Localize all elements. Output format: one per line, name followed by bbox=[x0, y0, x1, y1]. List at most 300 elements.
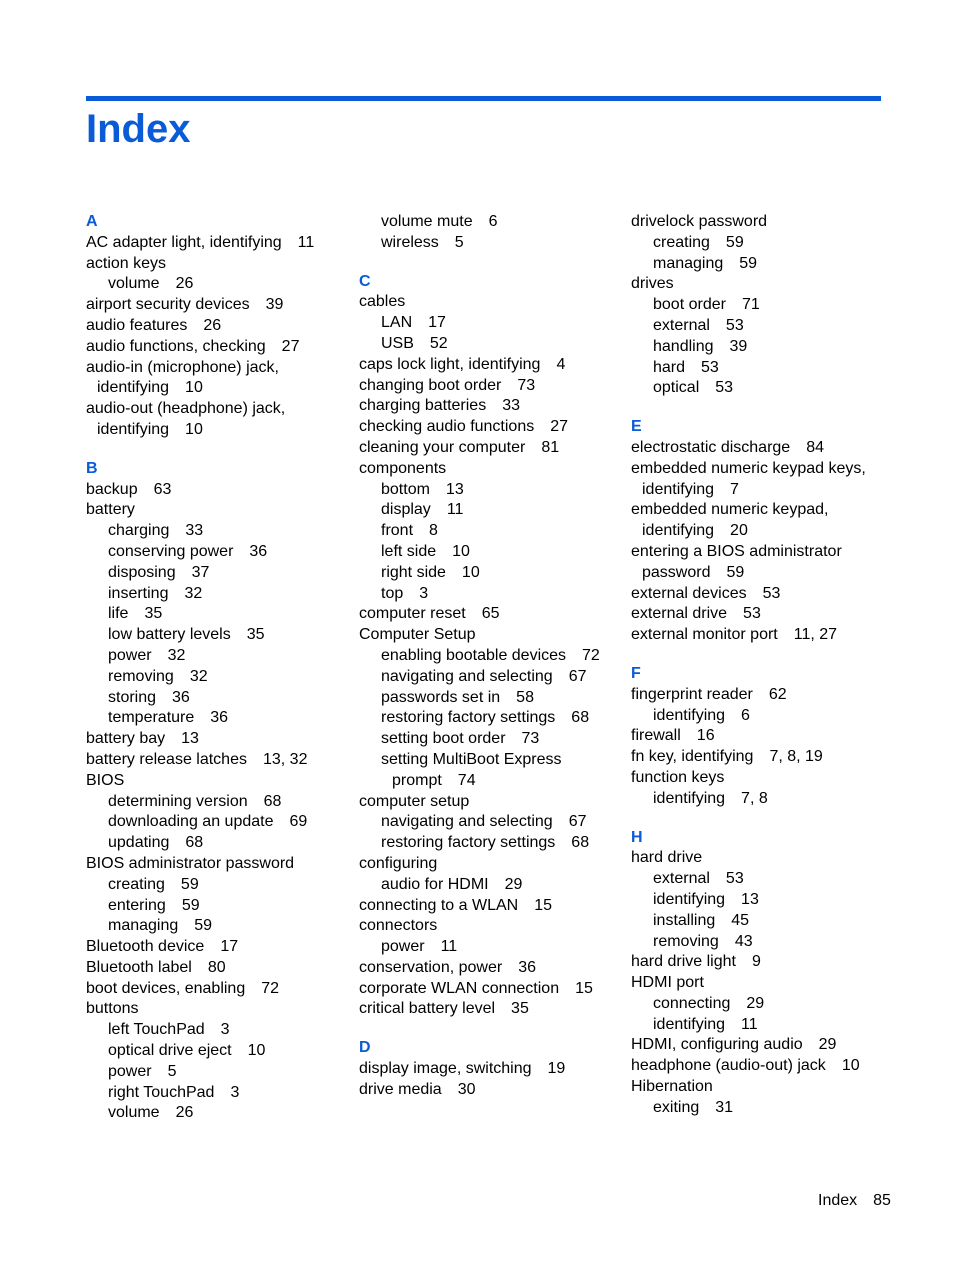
index-subentry bbox=[86, 563, 348, 584]
index-entry bbox=[86, 337, 348, 358]
index-term: firewall bbox=[631, 727, 681, 745]
index-term: identifying bbox=[653, 1015, 726, 1033]
index-subentry bbox=[631, 994, 893, 1015]
index-term: Bluetooth device bbox=[86, 938, 205, 956]
index-subentry bbox=[631, 890, 893, 911]
index-term: optical drive eject bbox=[108, 1042, 232, 1060]
index-entry bbox=[86, 480, 348, 501]
index-term: connectors bbox=[359, 917, 438, 935]
index-term: enabling bootable devices bbox=[381, 646, 567, 664]
index-entry bbox=[86, 316, 348, 337]
index-entry bbox=[86, 958, 348, 979]
page-reference[interactable]: 35 bbox=[511, 1000, 529, 1018]
index-term: audio-out (headphone) jack, bbox=[86, 400, 286, 418]
index-term: LAN bbox=[381, 314, 413, 332]
index-entry bbox=[86, 358, 348, 379]
page-reference[interactable]: 3 bbox=[419, 584, 429, 602]
index-term: caps lock light, identifying bbox=[359, 355, 541, 373]
index-term: temperature bbox=[108, 709, 195, 727]
index-subentry bbox=[631, 1015, 893, 1036]
index-entry bbox=[631, 563, 893, 584]
page-reference[interactable]: 45 bbox=[731, 911, 750, 929]
page-reference[interactable]: 10 bbox=[185, 379, 203, 397]
page-reference[interactable]: 32 bbox=[189, 667, 208, 685]
index-entry bbox=[631, 973, 893, 994]
page-reference[interactable]: 16 bbox=[696, 727, 715, 745]
page-reference[interactable]: 5 bbox=[167, 1062, 177, 1080]
page-reference[interactable]: 74 bbox=[457, 771, 476, 789]
index-entry bbox=[359, 417, 621, 438]
index-term: external drive bbox=[631, 605, 728, 623]
index-subentry bbox=[359, 667, 621, 688]
index-entry bbox=[359, 1080, 621, 1101]
index-term: exiting bbox=[653, 1098, 700, 1116]
page-reference[interactable]: 36 bbox=[210, 709, 229, 727]
index-entry bbox=[359, 1059, 621, 1080]
index-entry bbox=[359, 854, 621, 875]
index-term: top bbox=[381, 584, 404, 602]
index-term: Hibernation bbox=[631, 1078, 713, 1096]
index-entry bbox=[86, 937, 348, 958]
index-term: navigating and selecting bbox=[381, 813, 553, 831]
page-reference[interactable]: 26 bbox=[203, 316, 222, 334]
page-reference[interactable]: 37 bbox=[191, 563, 210, 581]
page-reference[interactable]: 10 bbox=[452, 542, 470, 560]
index-entry bbox=[631, 685, 893, 706]
page-reference[interactable]: 4 bbox=[556, 355, 566, 373]
index-term: volume bbox=[108, 1104, 160, 1122]
page-reference[interactable]: 11 bbox=[297, 233, 315, 251]
page-reference[interactable]: 13 bbox=[741, 890, 759, 908]
index-subentry bbox=[359, 542, 621, 563]
index-term: BIOS administrator password bbox=[86, 854, 295, 872]
index-entry bbox=[359, 459, 621, 480]
page-reference[interactable]: 69 bbox=[289, 813, 308, 831]
index-entry bbox=[631, 459, 893, 480]
page-reference[interactable]: 15 bbox=[575, 979, 593, 997]
page-reference[interactable]: 29 bbox=[818, 1036, 837, 1054]
index-entry bbox=[631, 480, 893, 501]
index-term: action keys bbox=[86, 254, 167, 272]
index-subentry bbox=[631, 295, 893, 316]
index-subentry bbox=[86, 708, 348, 729]
index-subentry bbox=[359, 480, 621, 501]
index-term: backup bbox=[86, 480, 138, 498]
title-rule bbox=[86, 96, 881, 101]
index-term: downloading an update bbox=[108, 813, 274, 831]
index-subentry bbox=[359, 708, 621, 729]
page-reference[interactable]: 6 bbox=[741, 706, 750, 724]
index-subentry bbox=[86, 833, 348, 854]
index-term: charging bbox=[108, 522, 170, 540]
index-term: front bbox=[381, 522, 414, 540]
index-subentry bbox=[631, 316, 893, 337]
index-term: identifying bbox=[653, 706, 726, 724]
index-entry bbox=[631, 726, 893, 747]
index-entry bbox=[86, 500, 348, 521]
page-reference[interactable]: 11, 27 bbox=[793, 626, 838, 644]
index-entry bbox=[631, 747, 893, 768]
index-subentry bbox=[359, 729, 621, 750]
page-reference[interactable]: 67 bbox=[568, 667, 587, 685]
index-term: embedded numeric keypad, bbox=[631, 501, 829, 519]
page-reference[interactable]: 33 bbox=[502, 397, 520, 415]
index-term: volume bbox=[108, 275, 160, 293]
page-reference[interactable]: 10 bbox=[841, 1057, 860, 1075]
index-subentry bbox=[359, 500, 621, 521]
index-term: restoring factory settings bbox=[381, 834, 556, 852]
index-subentry bbox=[86, 1103, 348, 1124]
page-reference[interactable]: 11 bbox=[446, 501, 464, 519]
page-reference[interactable]: 32 bbox=[167, 646, 186, 664]
page-reference[interactable]: 13, 32 bbox=[262, 750, 308, 768]
index-entry bbox=[631, 274, 893, 295]
page-reference[interactable]: 15 bbox=[534, 896, 552, 914]
page-reference[interactable]: 39 bbox=[729, 337, 748, 355]
section-letter: F bbox=[631, 664, 641, 682]
index-subentry bbox=[359, 688, 621, 709]
index-term: critical battery level bbox=[359, 1000, 496, 1018]
index-entry bbox=[86, 771, 348, 792]
index-term: audio functions, checking bbox=[86, 337, 266, 355]
page-reference[interactable]: 80 bbox=[207, 958, 226, 976]
index-term: disposing bbox=[108, 563, 176, 581]
page-footer bbox=[818, 1191, 891, 1211]
index-term: entering a BIOS administrator bbox=[631, 542, 842, 560]
index-term: battery release latches bbox=[86, 750, 247, 768]
page-reference[interactable]: 27 bbox=[550, 418, 569, 436]
index-entry bbox=[631, 521, 893, 542]
page-reference[interactable]: 73 bbox=[517, 376, 536, 394]
index-entry bbox=[86, 420, 348, 441]
index-subentry bbox=[359, 833, 621, 854]
index-subentry bbox=[359, 584, 621, 605]
index-term: power bbox=[108, 1062, 152, 1080]
page-reference[interactable]: 68 bbox=[263, 792, 282, 810]
index-entry bbox=[359, 958, 621, 979]
page-reference[interactable]: 32 bbox=[184, 584, 203, 602]
index-entry bbox=[359, 292, 621, 313]
index-entry bbox=[86, 729, 348, 750]
page-reference[interactable]: 72 bbox=[582, 646, 600, 664]
page-reference[interactable]: 6 bbox=[488, 213, 498, 230]
index-term: entering bbox=[108, 896, 166, 914]
page-reference[interactable]: 52 bbox=[429, 334, 448, 352]
index-term: USB bbox=[381, 334, 414, 352]
index-term: right TouchPad bbox=[108, 1083, 215, 1101]
index-entry bbox=[86, 295, 348, 316]
index-subentry bbox=[631, 789, 893, 810]
index-subentry bbox=[359, 313, 621, 334]
page-reference[interactable]: 53 bbox=[715, 379, 734, 397]
index-term: hard bbox=[653, 358, 686, 376]
index-entry bbox=[86, 854, 348, 875]
page-reference[interactable]: 33 bbox=[185, 522, 204, 540]
page-reference[interactable]: 36 bbox=[249, 542, 268, 560]
index-term: checking audio functions bbox=[359, 418, 535, 436]
page-reference[interactable]: 68 bbox=[185, 834, 204, 852]
page-reference[interactable]: 13 bbox=[445, 480, 464, 498]
page-reference[interactable]: 59 bbox=[194, 917, 213, 935]
page-reference[interactable]: 72 bbox=[261, 979, 280, 997]
index-subentry bbox=[359, 646, 621, 667]
index-term: battery bay bbox=[86, 730, 166, 748]
page-reference[interactable]: 36 bbox=[518, 958, 536, 976]
index-term: external devices bbox=[631, 584, 747, 602]
index-term: volume mute bbox=[381, 213, 473, 230]
index-subentry bbox=[86, 896, 348, 917]
page-reference[interactable]: 20 bbox=[730, 522, 748, 540]
index-term: electrostatic discharge bbox=[631, 438, 791, 456]
index-entry bbox=[359, 604, 621, 625]
index-subentry bbox=[359, 875, 621, 896]
page-reference[interactable]: 11 bbox=[440, 938, 458, 956]
page-reference[interactable]: 17 bbox=[220, 938, 239, 956]
index-term: left TouchPad bbox=[108, 1021, 205, 1039]
index-term: boot order bbox=[653, 296, 726, 314]
page-reference[interactable]: 17 bbox=[428, 314, 446, 332]
section-letter: C bbox=[359, 272, 371, 290]
index-entry bbox=[86, 254, 348, 275]
page-reference[interactable]: 59 bbox=[725, 233, 744, 251]
index-term: embedded numeric keypad keys, bbox=[631, 459, 866, 477]
index-term: corporate WLAN connection bbox=[359, 979, 560, 997]
page-reference[interactable]: 59 bbox=[726, 563, 745, 581]
section-letter: B bbox=[86, 459, 98, 477]
index-subentry bbox=[86, 1041, 348, 1062]
index-column-2 bbox=[359, 212, 621, 1101]
index-column-3 bbox=[631, 212, 893, 1119]
index-term: changing boot order bbox=[359, 376, 502, 394]
page-reference[interactable]: 11 bbox=[741, 1015, 758, 1033]
page-reference[interactable]: 53 bbox=[725, 316, 744, 334]
index-term: display bbox=[381, 501, 431, 519]
index-term: buttons bbox=[86, 1000, 139, 1018]
index-entry bbox=[359, 355, 621, 376]
page-reference[interactable]: 59 bbox=[180, 875, 199, 893]
index-column-1 bbox=[86, 212, 348, 1124]
index-term: BIOS bbox=[86, 771, 125, 789]
index-term: life bbox=[108, 605, 129, 623]
page-reference[interactable]: 29 bbox=[746, 994, 765, 1012]
index-term: battery bbox=[86, 501, 135, 519]
index-term: airport security devices bbox=[86, 296, 250, 314]
index-entry bbox=[631, 1056, 893, 1077]
index-subentry bbox=[631, 911, 893, 932]
index-term: removing bbox=[108, 667, 174, 685]
index-term: drive media bbox=[359, 1080, 442, 1098]
index-entry bbox=[86, 378, 348, 399]
index-term: power bbox=[108, 646, 152, 664]
index-term: password bbox=[642, 563, 711, 581]
index-term: handling bbox=[653, 337, 714, 355]
index-entry bbox=[631, 604, 893, 625]
index-subentry bbox=[86, 625, 348, 646]
index-term: cleaning your computer bbox=[359, 438, 526, 456]
index-entry bbox=[631, 584, 893, 605]
page-reference[interactable]: 53 bbox=[725, 870, 744, 888]
index-term: fn key, identifying bbox=[631, 748, 754, 766]
index-term: inserting bbox=[108, 584, 169, 602]
index-term: charging batteries bbox=[359, 397, 487, 415]
index-term: determining version bbox=[108, 792, 248, 810]
index-term: identifying bbox=[97, 379, 170, 397]
page-reference[interactable]: 3 bbox=[220, 1021, 230, 1039]
page-reference[interactable]: 35 bbox=[246, 626, 265, 644]
index-term: connecting bbox=[653, 994, 731, 1012]
index-term: audio for HDMI bbox=[381, 875, 489, 893]
index-subentry bbox=[86, 1020, 348, 1041]
index-subentry bbox=[631, 706, 893, 727]
index-subentry bbox=[631, 337, 893, 358]
page-reference[interactable]: 43 bbox=[734, 932, 753, 950]
index-entry bbox=[359, 979, 621, 1000]
index-term: audio-in (microphone) jack, bbox=[86, 358, 279, 376]
index-subentry bbox=[359, 771, 621, 792]
index-subentry bbox=[631, 378, 893, 399]
index-term: creating bbox=[108, 875, 165, 893]
index-entry bbox=[359, 376, 621, 397]
page-reference[interactable]: 53 bbox=[743, 605, 761, 623]
footer-label: Index bbox=[818, 1192, 858, 1209]
page-reference[interactable]: 36 bbox=[172, 688, 190, 706]
page-reference[interactable]: 81 bbox=[541, 438, 560, 456]
page-reference[interactable]: 58 bbox=[516, 688, 534, 706]
index-term: HDMI, configuring audio bbox=[631, 1036, 803, 1054]
index-term: managing bbox=[108, 917, 179, 935]
index-term: identifying bbox=[653, 890, 726, 908]
index-term: bottom bbox=[381, 480, 430, 498]
index-entry bbox=[86, 399, 348, 420]
page-reference[interactable]: 63 bbox=[153, 480, 172, 498]
index-term: cables bbox=[359, 293, 406, 311]
index-entry bbox=[631, 212, 893, 233]
index-subentry bbox=[86, 875, 348, 896]
index-subentry bbox=[86, 792, 348, 813]
index-entry bbox=[631, 952, 893, 973]
index-term: identifying bbox=[642, 522, 715, 540]
page-reference[interactable]: 31 bbox=[715, 1098, 734, 1116]
page-reference[interactable]: 7, 8, 19 bbox=[769, 748, 823, 766]
page-reference[interactable]: 67 bbox=[568, 813, 587, 831]
index-term: boot devices, enabling bbox=[86, 979, 246, 997]
index-term: external bbox=[653, 870, 710, 888]
index-term: left side bbox=[381, 542, 437, 560]
page-reference[interactable]: 27 bbox=[281, 337, 300, 355]
index-term: identifying bbox=[653, 789, 726, 807]
index-term: computer setup bbox=[359, 792, 470, 810]
page-reference[interactable]: 35 bbox=[144, 605, 163, 623]
page-reference[interactable]: 3 bbox=[230, 1083, 240, 1101]
index-subentry bbox=[86, 812, 348, 833]
index-term: connecting to a WLAN bbox=[359, 896, 519, 914]
index-subentry bbox=[359, 212, 621, 233]
index-subentry bbox=[631, 233, 893, 254]
page-reference[interactable]: 26 bbox=[175, 275, 194, 293]
index-subentry bbox=[631, 869, 893, 890]
page-reference[interactable]: 84 bbox=[806, 438, 824, 456]
page-reference[interactable]: 39 bbox=[265, 296, 284, 314]
page-reference[interactable]: 65 bbox=[481, 605, 500, 623]
index-subentry bbox=[359, 812, 621, 833]
page-reference[interactable]: 68 bbox=[571, 709, 590, 727]
page-reference[interactable]: 26 bbox=[175, 1104, 194, 1122]
page-title: Index bbox=[86, 107, 191, 151]
index-entry bbox=[359, 999, 621, 1020]
index-term: storing bbox=[108, 688, 157, 706]
index-subentry bbox=[359, 334, 621, 355]
index-subentry bbox=[631, 932, 893, 953]
page-reference[interactable]: 29 bbox=[504, 875, 523, 893]
index-term: prompt bbox=[392, 771, 442, 789]
page-reference[interactable]: 7, 8 bbox=[741, 789, 768, 807]
page-reference[interactable]: 68 bbox=[571, 834, 590, 852]
index-term: drives bbox=[631, 275, 674, 293]
index-subentry bbox=[86, 667, 348, 688]
index-entry bbox=[86, 979, 348, 1000]
index-term: external monitor port bbox=[631, 626, 778, 644]
index-entry bbox=[631, 848, 893, 869]
page-reference[interactable]: 71 bbox=[741, 296, 760, 314]
index-term: configuring bbox=[359, 854, 438, 872]
index-entry bbox=[631, 542, 893, 563]
index-term: hard drive light bbox=[631, 953, 736, 971]
page-reference[interactable]: 9 bbox=[751, 953, 761, 971]
page-reference[interactable]: 10 bbox=[247, 1042, 266, 1060]
index-entry bbox=[631, 768, 893, 789]
page-reference[interactable]: 8 bbox=[429, 522, 438, 540]
index-term: wireless bbox=[381, 233, 439, 251]
index-term: AC adapter light, identifying bbox=[86, 233, 282, 251]
index-subentry bbox=[86, 688, 348, 709]
index-entry bbox=[359, 896, 621, 917]
section-letter: A bbox=[86, 213, 98, 230]
index-entry bbox=[631, 625, 893, 646]
page-reference[interactable]: 73 bbox=[521, 730, 540, 748]
index-term: external bbox=[653, 316, 710, 334]
index-term: Bluetooth label bbox=[86, 958, 192, 976]
page-reference[interactable]: 53 bbox=[701, 358, 719, 376]
page-reference[interactable]: 5 bbox=[454, 233, 464, 251]
page-reference[interactable]: 53 bbox=[762, 584, 781, 602]
index-term: fingerprint reader bbox=[631, 685, 753, 703]
index-entry bbox=[359, 625, 621, 646]
index-term: creating bbox=[653, 233, 710, 251]
page-reference[interactable]: 19 bbox=[547, 1060, 566, 1078]
index-subentry bbox=[631, 1098, 893, 1119]
index-entry bbox=[359, 438, 621, 459]
index-subentry bbox=[86, 646, 348, 667]
page-reference[interactable]: 7 bbox=[730, 480, 739, 498]
page-reference[interactable]: 10 bbox=[185, 420, 203, 438]
index-subentry bbox=[86, 916, 348, 937]
index-subentry bbox=[86, 604, 348, 625]
page-reference[interactable]: 59 bbox=[739, 254, 758, 272]
index-subentry bbox=[86, 521, 348, 542]
page-reference[interactable]: 13 bbox=[181, 730, 199, 748]
index-subentry bbox=[86, 1062, 348, 1083]
index-term: installing bbox=[653, 911, 716, 929]
index-term: display image, switching bbox=[359, 1060, 532, 1078]
page-reference[interactable]: 30 bbox=[457, 1080, 476, 1098]
page-reference[interactable]: 10 bbox=[461, 563, 480, 581]
index-term: identifying bbox=[642, 480, 715, 498]
index-term: updating bbox=[108, 834, 170, 852]
index-subentry bbox=[359, 233, 621, 254]
page-reference[interactable]: 59 bbox=[181, 896, 200, 914]
index-term: setting MultiBoot Express bbox=[381, 750, 562, 768]
page-reference[interactable]: 62 bbox=[768, 685, 787, 703]
